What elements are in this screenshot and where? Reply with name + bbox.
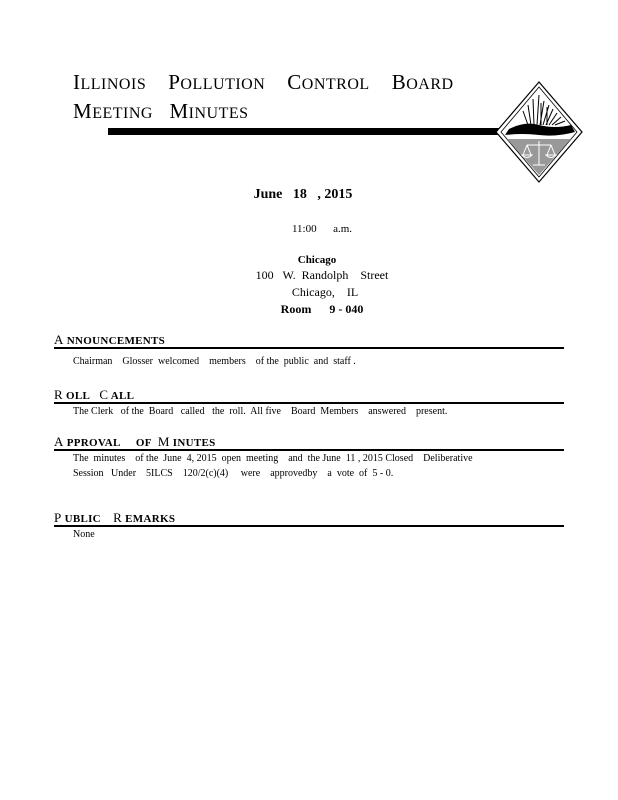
- section-rule: [54, 402, 564, 404]
- heading-word: PPROVAL: [63, 437, 121, 449]
- section-rule: [54, 525, 564, 527]
- title-word: LLINOIS: [80, 76, 147, 93]
- meeting-date: June 18 , 2015: [253, 187, 353, 202]
- heading-word: OLL: [62, 390, 91, 402]
- heading-word: UBLIC: [61, 513, 101, 525]
- public-remarks-heading: [54, 510, 175, 526]
- title-word: OARD: [406, 76, 454, 93]
- heading-initial: R: [54, 387, 63, 402]
- heading-initial: A: [54, 332, 64, 347]
- board-title: [73, 72, 454, 93]
- public-remarks-text: None: [73, 529, 95, 540]
- location-street: 100 W. Randolph Street: [255, 268, 389, 282]
- heading-word: NNOUNCEMENTS: [63, 335, 166, 347]
- minutes-title: [73, 101, 249, 122]
- section-rule: [54, 347, 564, 349]
- title-initial: C: [287, 70, 302, 94]
- title-initial: B: [391, 70, 407, 94]
- heading-initial: M: [157, 434, 170, 449]
- heading-initial: R: [113, 510, 123, 525]
- title-initial: P: [168, 70, 181, 94]
- roll-call-heading: [54, 387, 134, 403]
- title-initial: M: [169, 99, 189, 123]
- title-word: ONTROL: [301, 76, 370, 93]
- heading-word: ALL: [108, 390, 135, 402]
- announcements-heading: [54, 332, 165, 348]
- heading-word: OF: [135, 437, 152, 449]
- title-initial: M: [73, 99, 93, 123]
- section-rule: [54, 449, 564, 451]
- title-initial: I: [73, 70, 81, 94]
- announcements-text: Chairman Glosser welcomed members of the public and staff .: [73, 356, 356, 367]
- title-word: INUTES: [188, 105, 249, 122]
- approval-text-line1: The minutes of the June 4, 2015 open meeting and the June 11 , 2015 Closed Deliberative: [73, 453, 473, 464]
- location-city: Chicago, IL: [291, 285, 359, 299]
- location-name: Chicago: [297, 254, 337, 266]
- roll-call-text: The Clerk of the Board called the roll. All five Board Members answered present.: [73, 406, 448, 417]
- approval-text-line2: Session Under 5ILCS 120/2(c)(4) were approvedby a vote of 5 - 0.: [73, 468, 394, 479]
- heading-initial: P: [54, 510, 62, 525]
- heading-initial: C: [99, 387, 109, 402]
- heading-initial: A: [54, 434, 64, 449]
- heading-word: INUTES: [169, 437, 216, 449]
- meeting-time: 11:00 a.m.: [291, 223, 353, 235]
- title-word: OLLUTION: [180, 76, 266, 93]
- title-word: EETING: [92, 105, 153, 122]
- board-logo-icon: [495, 81, 583, 183]
- heading-word: EMARKS: [122, 513, 176, 525]
- approval-heading: [54, 434, 216, 450]
- location-room: Room 9 - 040: [280, 302, 364, 316]
- title-rule: [108, 128, 500, 135]
